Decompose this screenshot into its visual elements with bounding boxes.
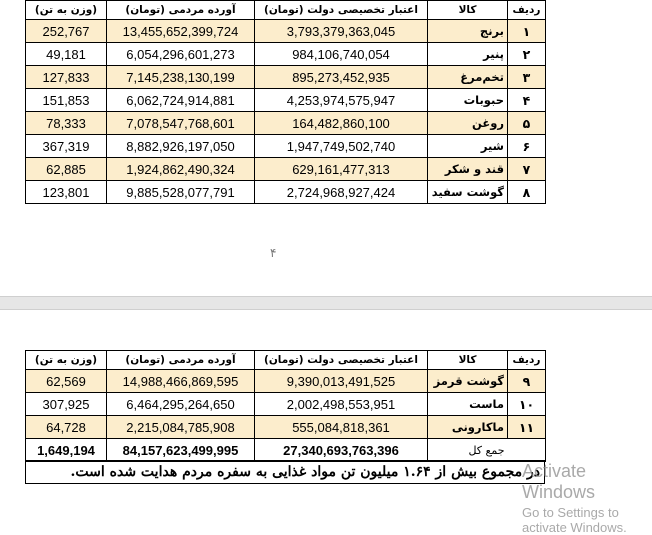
- item-name-cell: ماست: [428, 393, 508, 416]
- item-name-cell: حبوبات: [428, 89, 508, 112]
- row-number-cell: ۳: [508, 66, 546, 89]
- gov-credit-cell: 2,724,968,927,424: [255, 181, 428, 204]
- weight-cell: 62,569: [26, 370, 107, 393]
- header-weight: (وزن به تن): [26, 1, 107, 20]
- table-row: [26, 112, 546, 135]
- public-contribution-cell: 14,988,466,869,595: [107, 370, 255, 393]
- page-break-gap: [0, 296, 652, 310]
- watermark-subtitle: Go to Settings to activate Windows.: [522, 505, 627, 535]
- weight-cell: 307,925: [26, 393, 107, 416]
- item-name-cell: قند و شکر: [428, 158, 508, 181]
- table-row: [26, 43, 546, 66]
- header-gov-credit: اعتبار تخصیصی دولت (تومان): [255, 351, 428, 370]
- row-number-cell: ۵: [508, 112, 546, 135]
- weight-cell: 78,333: [26, 112, 107, 135]
- public-contribution-cell: 6,464,295,264,650: [107, 393, 255, 416]
- public-contribution-cell: 7,078,547,768,601: [107, 112, 255, 135]
- table-row: [26, 20, 546, 43]
- table-header-row: [26, 1, 546, 20]
- item-name-cell: گوشت سفید: [428, 181, 508, 204]
- row-number-cell: ۱: [508, 20, 546, 43]
- table-1-body: [26, 20, 546, 204]
- table-row: [26, 181, 546, 204]
- table-row: [26, 135, 546, 158]
- table-row: [26, 89, 546, 112]
- food-distribution-table-1: [25, 0, 546, 204]
- public-contribution-cell: 6,062,724,914,881: [107, 89, 255, 112]
- gov-credit-cell: 895,273,452,935: [255, 66, 428, 89]
- row-number-cell: ۷: [508, 158, 546, 181]
- weight-cell: 367,319: [26, 135, 107, 158]
- table-row: [26, 158, 546, 181]
- weight-cell: 49,181: [26, 43, 107, 66]
- gov-credit-cell: 555,084,818,361: [255, 416, 428, 439]
- item-name-cell: ماکارونی: [428, 416, 508, 439]
- header-row-no: ردیف: [508, 1, 546, 20]
- public-contribution-cell: 6,054,296,601,273: [107, 43, 255, 66]
- table-row: [26, 393, 546, 416]
- header-row-no: ردیف: [508, 351, 546, 370]
- summary-text: در مجموع بیش از ۱.۶۴ میلیون تن مواد غذایی به سفره مردم هدایت شده است.: [25, 460, 545, 484]
- table-row: [26, 416, 546, 439]
- header-public-contribution: آورده مردمی (تومان): [107, 351, 255, 370]
- gov-credit-cell: 164,482,860,100: [255, 112, 428, 135]
- public-contribution-cell: 2,215,084,785,908: [107, 416, 255, 439]
- row-number-cell: ۱۱: [508, 416, 546, 439]
- food-distribution-table-2: [25, 350, 546, 462]
- weight-cell: 123,801: [26, 181, 107, 204]
- header-gov-credit: اعتبار تخصیصی دولت (تومان): [255, 1, 428, 20]
- header-item: کالا: [428, 1, 508, 20]
- public-contribution-cell: 9,885,528,077,791: [107, 181, 255, 204]
- table-row: [26, 66, 546, 89]
- gov-credit-cell: 3,793,379,363,045: [255, 20, 428, 43]
- gov-credit-cell: 1,947,749,502,740: [255, 135, 428, 158]
- row-number-cell: ۱۰: [508, 393, 546, 416]
- row-number-cell: ۶: [508, 135, 546, 158]
- item-name-cell: برنج: [428, 20, 508, 43]
- public-contribution-cell: 8,882,926,197,050: [107, 135, 255, 158]
- gov-credit-cell: 4,253,974,575,947: [255, 89, 428, 112]
- table-row: [26, 370, 546, 393]
- total-gov-credit: 27,340,693,763,396: [255, 439, 428, 462]
- gov-credit-cell: 9,390,013,491,525: [255, 370, 428, 393]
- activate-windows-watermark: [522, 461, 652, 535]
- header-item: کالا: [428, 351, 508, 370]
- public-contribution-cell: 1,924,862,490,324: [107, 158, 255, 181]
- item-name-cell: شیر: [428, 135, 508, 158]
- table-2-body: [26, 370, 546, 439]
- total-public-contribution: 84,157,623,499,995: [107, 439, 255, 462]
- weight-cell: 62,885: [26, 158, 107, 181]
- table-header-row: [26, 351, 546, 370]
- header-weight: (وزن به تن): [26, 351, 107, 370]
- row-number-cell: ۲: [508, 43, 546, 66]
- total-weight: 1,649,194: [26, 439, 107, 462]
- gov-credit-cell: 2,002,498,553,951: [255, 393, 428, 416]
- row-number-cell: ۸: [508, 181, 546, 204]
- gov-credit-cell: 629,161,477,313: [255, 158, 428, 181]
- watermark-title: Activate Windows: [522, 461, 596, 502]
- weight-cell: 64,728: [26, 416, 107, 439]
- item-name-cell: تخم‌مرغ: [428, 66, 508, 89]
- weight-cell: 127,833: [26, 66, 107, 89]
- public-contribution-cell: 13,455,652,399,724: [107, 20, 255, 43]
- row-number-cell: ۹: [508, 370, 546, 393]
- total-label: جمع کل: [428, 439, 546, 462]
- item-name-cell: روغن: [428, 112, 508, 135]
- item-name-cell: پنیر: [428, 43, 508, 66]
- row-number-cell: ۴: [508, 89, 546, 112]
- total-row: [26, 439, 546, 462]
- public-contribution-cell: 7,145,238,130,199: [107, 66, 255, 89]
- header-public-contribution: آورده مردمی (تومان): [107, 1, 255, 20]
- weight-cell: 252,767: [26, 20, 107, 43]
- page-number: ۴: [270, 246, 277, 260]
- weight-cell: 151,853: [26, 89, 107, 112]
- item-name-cell: گوشت قرمز: [428, 370, 508, 393]
- gov-credit-cell: 984,106,740,054: [255, 43, 428, 66]
